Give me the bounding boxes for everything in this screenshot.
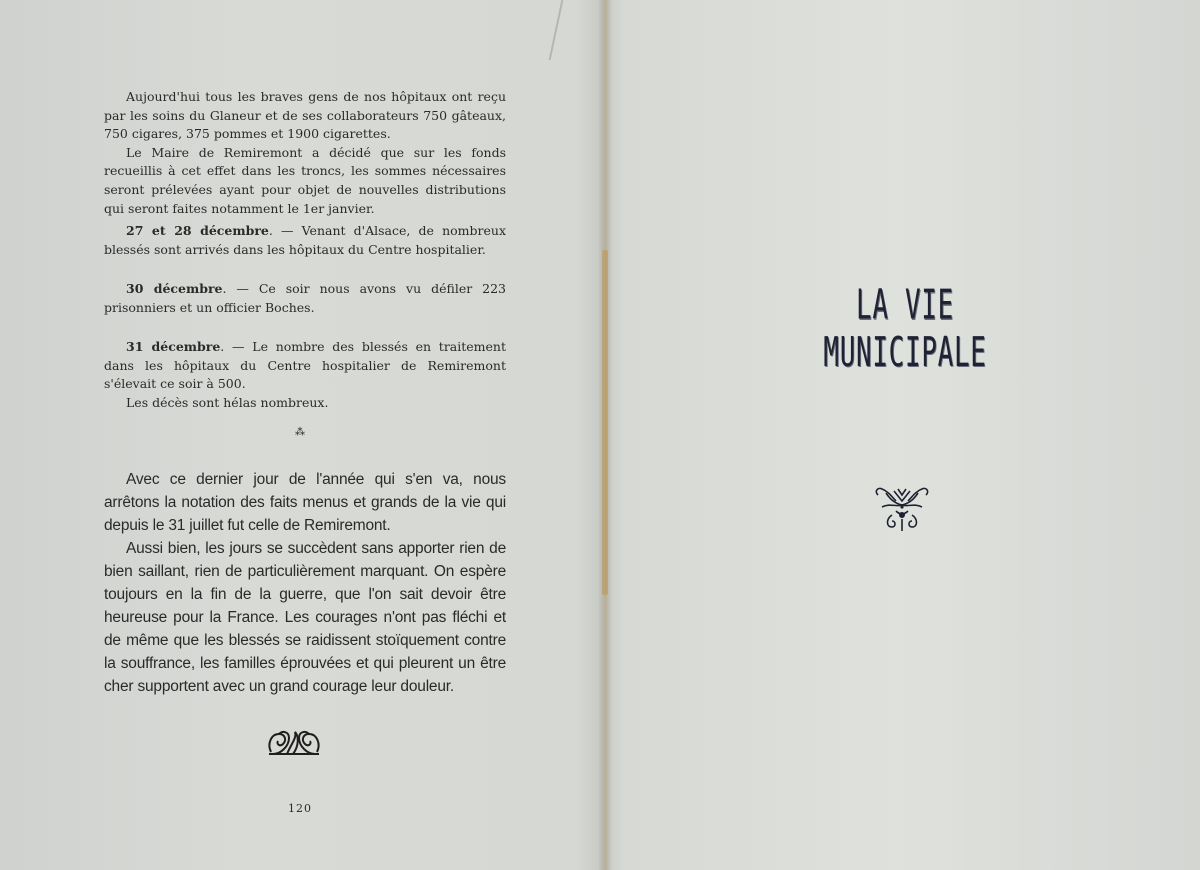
asterism: ⁂ <box>295 427 305 438</box>
entry-date: 30 décembre <box>126 281 223 296</box>
paragraph-distribution <box>104 88 506 218</box>
paragraph-text: Aujourd'hui tous les braves gens de nos hôpitaux ont reçu par les soins du Glaneur et de ses collaborateurs 750 gâteaux, 750 cigares, 375 pommes et 1900 cigarettes. <box>104 89 506 142</box>
entry-text: . — Venant d'Alsace, de nombreux blessés sont arrivés dans les hôpitaux du Centre hospitalier. <box>104 223 506 257</box>
page-crease <box>549 0 564 60</box>
paragraph-text: Les décès sont hélas nombreux. <box>126 394 329 410</box>
fleuron-icon <box>265 726 323 760</box>
entry-text: . — Le nombre des blessés en traitement dans les hôpitaux du Centre hospitalier de Remiremont s'élevait ce soir à 500. <box>104 339 506 392</box>
entry-27-28-december <box>104 222 506 259</box>
paragraph-text: Le Maire de Remiremont a décidé que sur les fonds recueillis à cet effet dans les troncs, les sommes nécessaires seront prélevées ayant pour objet de nouvelles distributions qui seront faites notamment le 1er janvier. <box>104 144 506 216</box>
entry-date: 27 et 28 décembre <box>126 223 269 238</box>
section-title: LA VIE MUNICIPALE <box>823 281 987 377</box>
closing-text <box>104 468 506 698</box>
page-number: 120 <box>288 802 312 815</box>
entry-paragraph <box>104 222 506 259</box>
paragraph-text: Avec ce dernier jour de l'année qui s'en va, nous arrêtons la notation des faits menus et grands de la vie qui depuis le 31 juillet fut celle de Remiremont. <box>104 471 506 534</box>
entry-text: . — Ce soir nous avons vu défiler 223 prisonniers et un officier Boches. <box>104 281 506 315</box>
entry-paragraph <box>104 280 506 317</box>
entry-30-december <box>104 280 506 317</box>
entry-31-december <box>104 338 506 412</box>
right-page <box>603 0 1200 870</box>
entry-date: 31 décembre <box>126 339 221 354</box>
entry-paragraph <box>104 338 506 394</box>
paragraph-text: Aussi bien, les jours se succèdent sans apporter rien de bien saillant, rien de particulièrement marquant. On espère toujours en la fin de la guerre, que l'on sait devoir être heureuse pour la France. Les courages n'ont pas fléchi et de même que les blessés se raidissent stoïquement contre la souffrance, les familles éprouvées et qui pleurent un être cher supportent avec un grand courage leur douleur. <box>104 540 506 695</box>
ornament-icon <box>872 485 932 535</box>
